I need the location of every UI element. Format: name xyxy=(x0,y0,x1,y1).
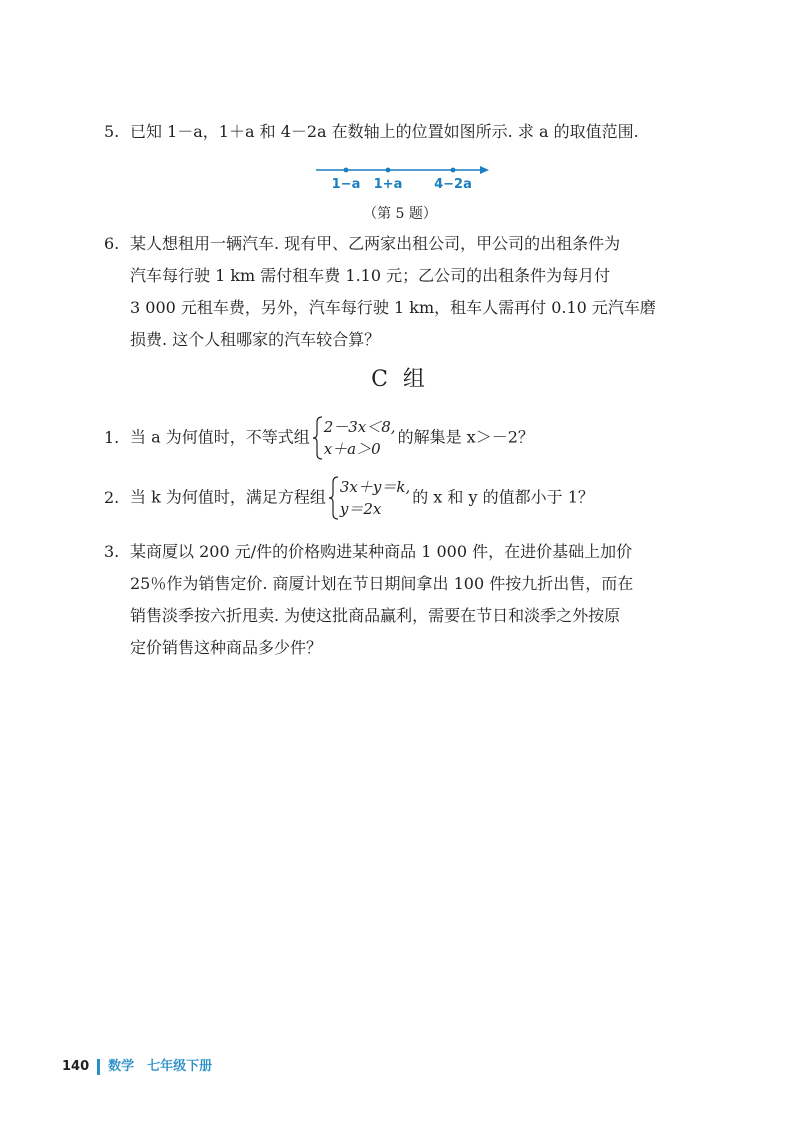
equation-system xyxy=(328,476,410,520)
brace-icon xyxy=(328,476,340,520)
problem-6 xyxy=(104,228,704,356)
system-eq-2: x＋a＞0 xyxy=(323,440,381,458)
problem-c2 xyxy=(104,476,594,520)
label-1-minus-a: 1−a xyxy=(331,177,361,192)
problem-number: 1. xyxy=(104,427,120,447)
problem-line: 汽车每行驶 1 km 需付租车费 1.10 元；乙公司的出租条件为每月付 xyxy=(130,266,611,285)
system-eq-2: y＝2x xyxy=(339,500,382,518)
inequality-system xyxy=(312,416,396,460)
number-line-figure xyxy=(312,160,492,200)
page-number: 140 xyxy=(62,1059,90,1074)
problem-pre: 当 k 为何值时，满足方程组 xyxy=(130,487,326,507)
problem-post: 的解集是 x＞－2？ xyxy=(397,427,534,447)
label-4-minus-2a: 4−2a xyxy=(434,177,472,192)
problem-pre: 当 a 为何值时，不等式组 xyxy=(130,427,310,447)
problem-line: 3 000 元租车费，另外，汽车每行驶 1 km，租车人需再付 0.10 元汽车磨 xyxy=(130,298,656,317)
footer-divider xyxy=(97,1059,100,1075)
point-4-minus-2a xyxy=(451,168,456,173)
problem-line: 定价销售这种商品多少件？ xyxy=(130,638,323,657)
problem-line: 损费. 这个人租哪家的汽车较合算？ xyxy=(130,330,381,349)
figure-caption: （第 5 题） xyxy=(363,206,437,222)
point-1-minus-a xyxy=(344,168,349,173)
problem-number: 6. xyxy=(104,234,120,253)
problem-number: 3. xyxy=(104,542,120,561)
page-footer xyxy=(62,1055,212,1075)
problem-c1 xyxy=(104,416,534,460)
problem-5 xyxy=(104,116,639,148)
problem-text: 已知 1－a，1＋a 和 4－2a 在数轴上的位置如图所示. 求 a 的取值范围. xyxy=(130,122,639,141)
problem-number: 5. xyxy=(104,122,120,141)
problem-c3 xyxy=(104,536,704,664)
book-title: 数学 七年级下册 xyxy=(108,1059,213,1074)
number-line-arrow xyxy=(480,166,489,174)
problem-number: 2. xyxy=(104,487,120,507)
brace-icon xyxy=(312,416,324,460)
system-eq-1: 3x＋y＝k, xyxy=(339,478,411,496)
problem-line: 某人想租用一辆汽车. 现有甲、乙两家出租公司，甲公司的出租条件为 xyxy=(130,234,621,253)
problem-line: 25％作为销售定价. 商厦计划在节日期间拿出 100 件按九折出售，而在 xyxy=(130,574,634,593)
problem-line: 销售淡季按六折甩卖. 为使这批商品赢利，需要在节日和淡季之外按原 xyxy=(130,606,621,625)
problem-line: 某商厦以 200 元/件的价格购进某种商品 1 000 件，在进价基础上加价 xyxy=(130,542,633,561)
section-title: C 组 xyxy=(371,367,429,392)
label-1-plus-a: 1+a xyxy=(373,177,403,192)
point-1-plus-a xyxy=(386,168,391,173)
problem-post: 的 x 和 y 的值都小于 1？ xyxy=(412,487,594,507)
system-eq-1: 2－3x＜8, xyxy=(323,418,396,436)
